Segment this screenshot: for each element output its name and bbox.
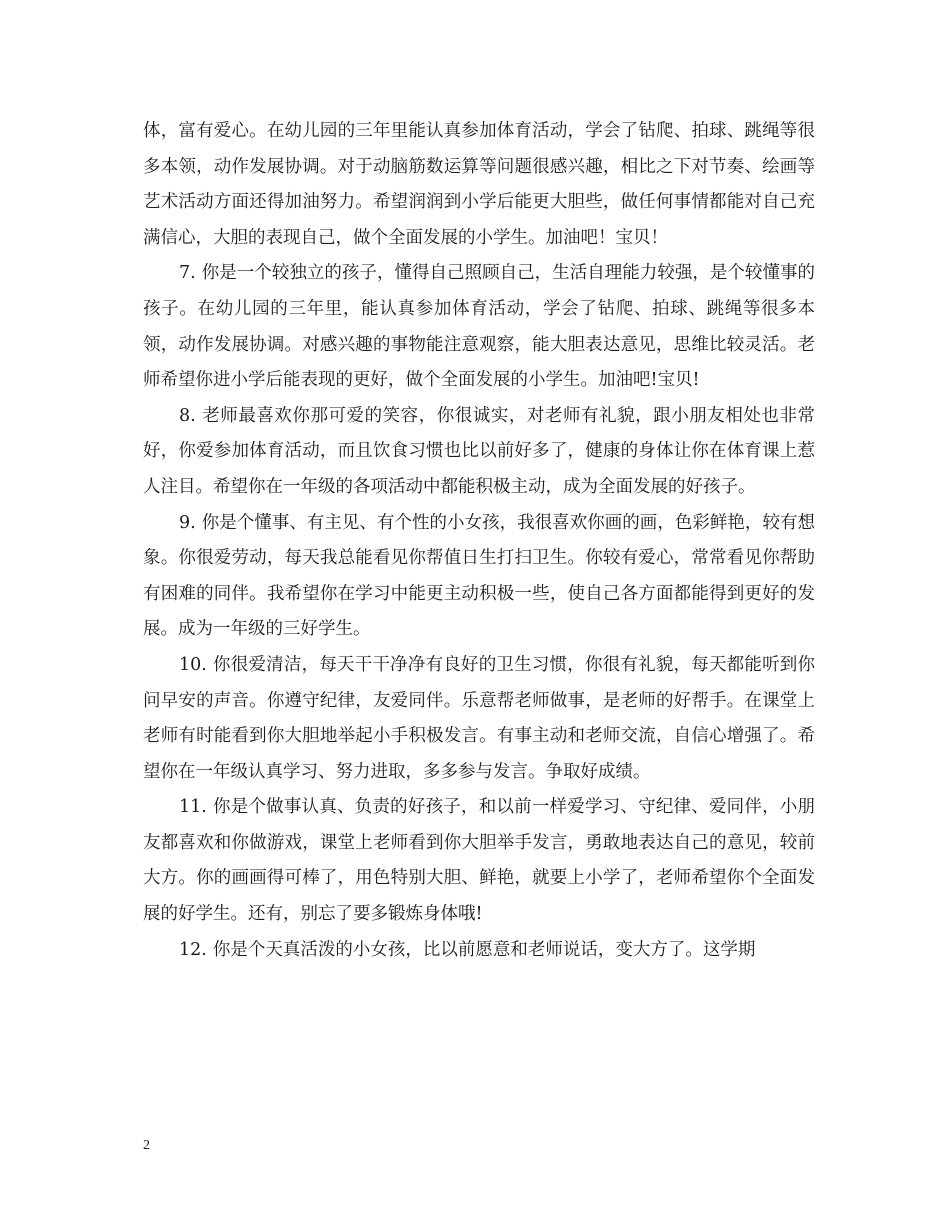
paragraph-9 xyxy=(143,506,815,648)
paragraph-text: 老师最喜欢你那可爱的笑容，你很诚实，对老师有礼貌，跟小朋友相处也非常好，你爱参加体育活动，而且饮食习惯也比以前好多了，健康的身体让你在体育课上惹人注目。希望你在一年级的各项活动中都能积极主动，成为全面发展的好孩子。 xyxy=(143,405,815,497)
paragraph-text: 你是个天真活泼的小女孩，比以前愿意和老师说话，变大方了。这学期 xyxy=(212,939,756,960)
paragraph-text: 你是个做事认真、负责的好孩子，和以前一样爱学习、守纪律、爱同伴，小朋友都喜欢和你做游戏，课堂上老师看到你大胆举手发言，勇敢地表达自己的意见，较前大方。你的画画得可棒了，用色特别大胆、鲜艳，就要上小学了，老师希望你个全面发展的好学生。还有，别忘了要多锻炼身体哦! xyxy=(143,797,815,925)
paragraph-text: 你是个懂事、有主见、有个性的小女孩，我很喜欢你画的画，色彩鲜艳，较有想象。你很爱劳动，每天我总能看见你帮值日生打扫卫生。你较有爱心，常常看见你帮助有困难的同伴。我希望你在学习中能更主动积极一些，使自己各方面都能得到更好的发展。成为一年级的三好学生。 xyxy=(143,512,815,640)
paragraph-number: 9. xyxy=(179,512,196,533)
paragraph-10 xyxy=(143,648,815,790)
paragraph-number: 11. xyxy=(179,797,207,818)
paragraph-number: 8. xyxy=(179,405,196,426)
paragraph-text: 你是一个较独立的孩子，懂得自己照顾自己，生活自理能力较强，是个较懂事的孩子。在幼儿园的三年里，能认真参加体育活动，学会了钻爬、拍球、跳绳等很多本领，动作发展协调。对感兴趣的事物能注意观察，能大胆表达意见，思维比较灵活。老师希望你进小学后能表现的更好，做个全面发展的小学生。加油吧!宝贝! xyxy=(143,263,815,391)
paragraph-text: 你很爱清洁，每天干干净净有良好的卫生习惯，你很有礼貌，每天都能听到你问早安的声音。你遵守纪律，友爱同伴。乐意帮老师做事，是老师的好帮手。在课堂上老师有时能看到你大胆地举起小手积极发言。有事主动和老师交流，自信心增强了。希望你在一年级认真学习、努力进取，多多参与发言。争取好成绩。 xyxy=(143,654,815,782)
paragraph-number: 12. xyxy=(179,939,207,960)
paragraph-8 xyxy=(143,399,815,506)
paragraph-number: 7. xyxy=(179,263,196,284)
paragraph-7 xyxy=(143,256,815,398)
paragraph-continued xyxy=(143,114,815,256)
paragraph-number: 10. xyxy=(179,654,207,675)
paragraph-12 xyxy=(143,933,815,969)
document-body xyxy=(143,114,815,968)
paragraph-text: 体，富有爱心。在幼儿园的三年里能认真参加体育活动，学会了钻爬、拍球、跳绳等很多本领，动作发展协调。对于动脑筋数运算等问题很感兴趣，相比之下对节奏、绘画等艺术活动方面还得加油努力。希望润润到小学后能更大胆些，做任何事情都能对自己充满信心，大胆的表现自己，做个全面发展的小学生。加油吧！宝贝！ xyxy=(143,121,815,248)
page-number: 2 xyxy=(143,1138,150,1153)
paragraph-11 xyxy=(143,790,815,932)
